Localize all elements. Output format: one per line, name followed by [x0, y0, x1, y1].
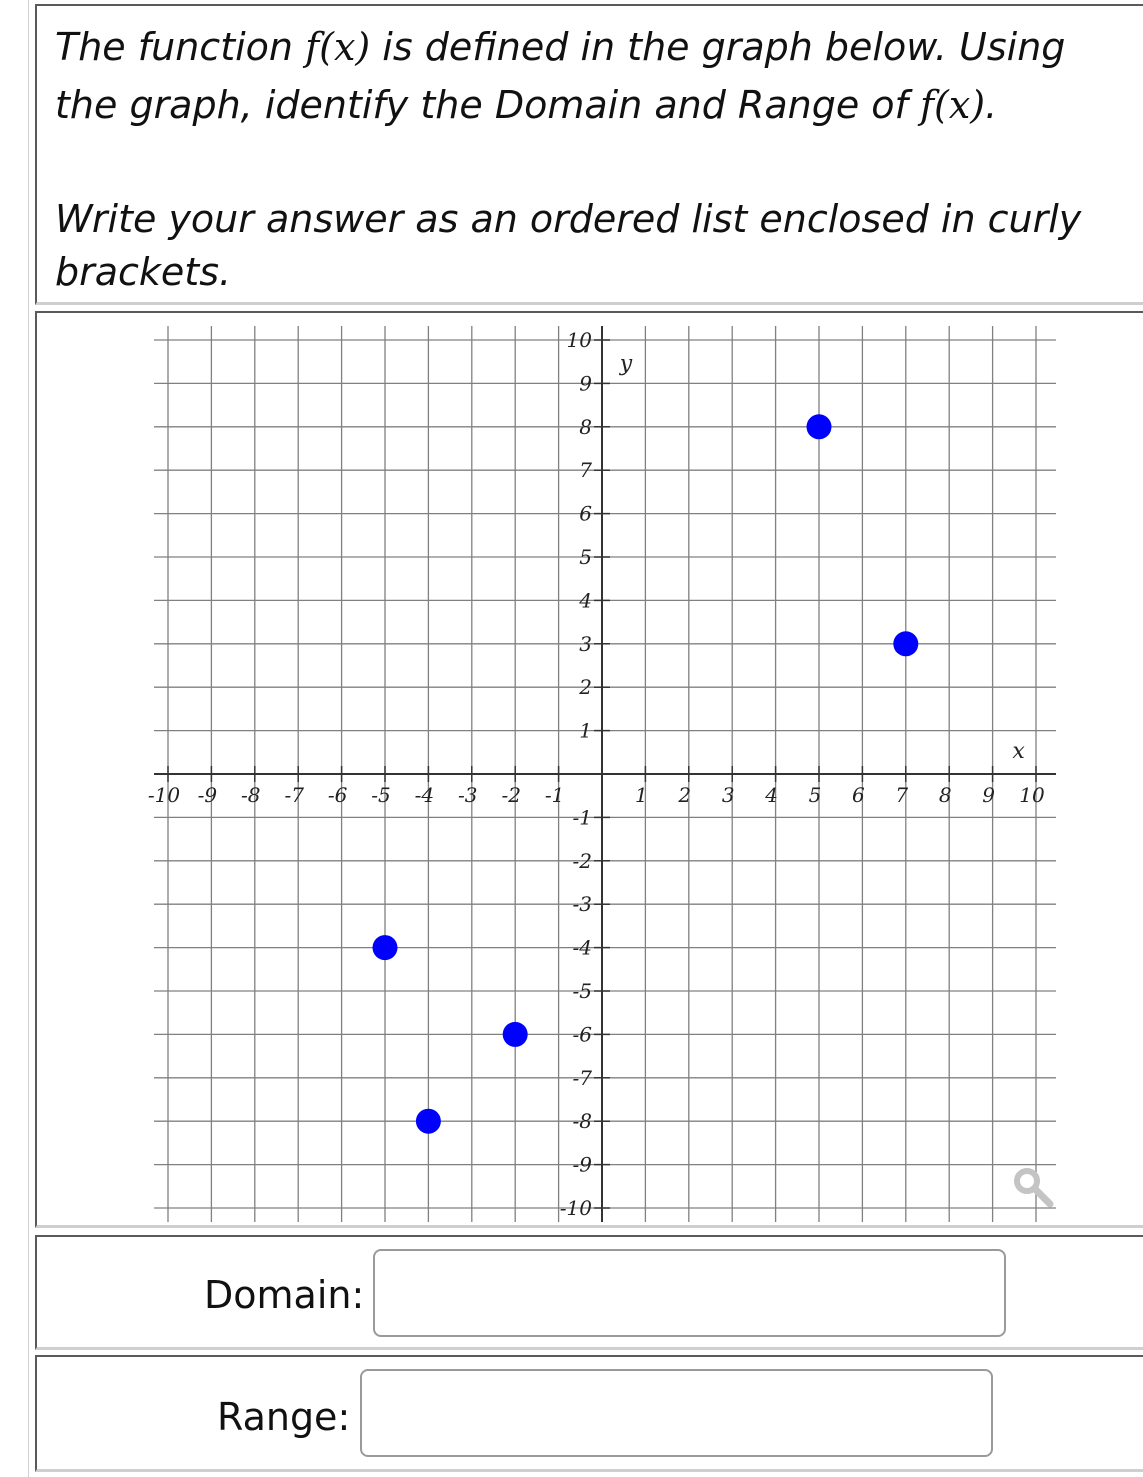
y-tick-label: -5	[572, 979, 592, 1003]
x-tick-label: -3	[458, 783, 478, 807]
y-tick-label: -2	[572, 848, 592, 873]
x-tick-label: -9	[197, 783, 218, 807]
magnifier-icon[interactable]	[1017, 1171, 1050, 1204]
y-tick-label: 7	[579, 458, 592, 483]
range-label: Range:	[217, 1395, 351, 1439]
x-tick-label: -8	[241, 783, 261, 807]
data-point	[807, 414, 832, 439]
x-tick-label: -1	[544, 783, 565, 807]
instruction-text: Write your answer as an ordered list enclosed in curly brackets.	[55, 197, 1082, 294]
y-tick-label: 2	[579, 675, 592, 700]
domain-input[interactable]	[373, 1249, 1006, 1337]
range-panel	[35, 1355, 1143, 1472]
y-tick-label: -7	[572, 1065, 592, 1090]
x-tick-label: 6	[852, 783, 865, 807]
function-notation-2: f(x)	[919, 83, 986, 127]
y-tick-label: 1	[579, 718, 592, 743]
x-tick-label: 10	[1019, 783, 1045, 807]
data-point	[503, 1022, 528, 1047]
x-tick-label: -4	[414, 783, 435, 807]
x-tick-label: 5	[808, 783, 822, 807]
x-tick-label: -10	[147, 783, 181, 807]
y-tick-label: -6	[572, 1022, 592, 1047]
x-tick-label: 2	[678, 783, 692, 807]
x-tick-label: 7	[895, 783, 909, 807]
x-tick-label: -7	[284, 783, 304, 807]
x-axis-label: x	[1012, 739, 1025, 764]
y-tick-label: 6	[579, 501, 592, 526]
y-tick-label: 5	[579, 545, 592, 569]
x-tick-label: -2	[501, 783, 521, 807]
x-tick-label: 4	[765, 783, 778, 807]
x-tick-label: -5	[371, 783, 391, 807]
question-text: The function f(x) is defined in the graph below. Using the graph, identify the Domain and Range of f(x).	[55, 25, 1066, 127]
y-tick-label: 3	[579, 631, 592, 656]
y-tick-label: 10	[566, 328, 592, 352]
y-axis-label: y	[619, 351, 633, 377]
y-tick-label: -4	[572, 935, 592, 960]
x-tick-label: 1	[635, 783, 648, 807]
x-tick-label: 3	[721, 783, 735, 807]
left-margin	[0, 0, 29, 1477]
axes	[154, 326, 1056, 1222]
coordinate-graph[interactable]	[37, 313, 1143, 1225]
domain-label: Domain:	[204, 1273, 365, 1317]
graph-panel	[35, 311, 1143, 1228]
data-point	[373, 935, 398, 960]
data-point	[416, 1109, 441, 1134]
question-panel	[35, 4, 1143, 305]
y-tick-label: 4	[579, 588, 592, 613]
x-tick-label: 9	[982, 783, 995, 807]
y-tick-label: -3	[572, 892, 592, 917]
y-tick-label: -1	[572, 805, 592, 830]
y-tick-label: 9	[579, 371, 592, 396]
x-tick-label: 8	[938, 783, 952, 807]
range-input[interactable]	[360, 1369, 993, 1457]
domain-panel	[35, 1235, 1143, 1350]
y-tick-label: -8	[572, 1109, 592, 1134]
y-tick-label: -10	[559, 1196, 592, 1220]
y-tick-label: 8	[579, 414, 592, 439]
x-tick-label: -6	[327, 783, 348, 807]
data-point	[893, 631, 918, 656]
function-notation: f(x)	[305, 25, 371, 69]
y-tick-label: -9	[572, 1152, 592, 1177]
